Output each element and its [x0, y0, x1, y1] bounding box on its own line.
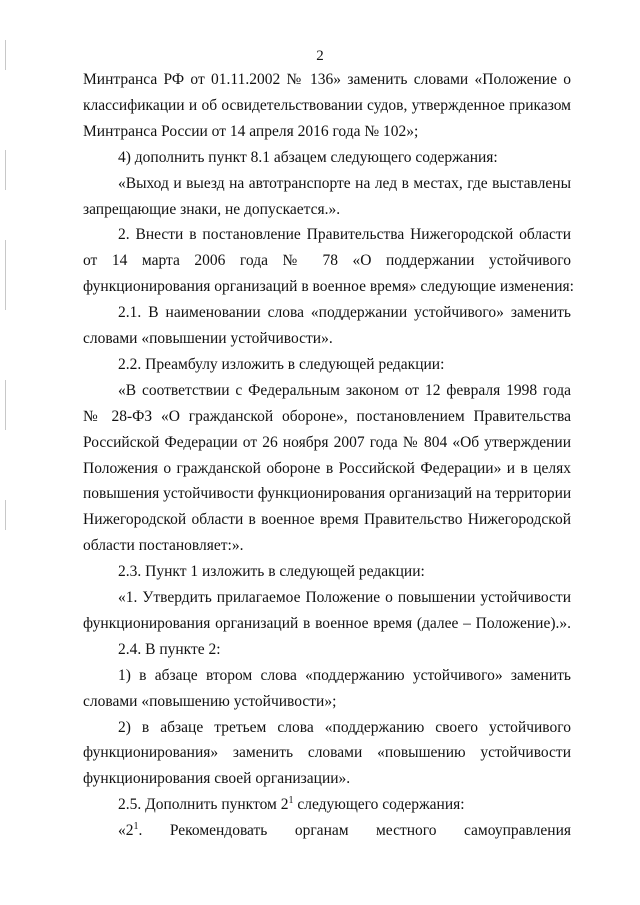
line-text-continuation: следующего содержания:	[293, 796, 465, 814]
text-line	[83, 510, 571, 530]
text-line	[83, 536, 571, 556]
text-line	[83, 769, 571, 789]
line-text: словами «повышению устойчивости»;	[83, 692, 337, 710]
line-text: Минтранса России от 14 апреля 2016 года № 102»;	[83, 122, 419, 140]
superscript: 1	[133, 821, 139, 833]
line-text: функционирования» заменить словами «повышению устойчивости	[83, 744, 571, 762]
line-text: Положения о гражданской обороне в Российской Федерации» и в целях	[83, 459, 571, 477]
line-text: 2. Внести в постановление Правительства Нижегородской области	[118, 226, 571, 244]
text-line	[118, 303, 571, 323]
line-text: Нижегородской области в военное время Правительство Нижегородской	[83, 511, 571, 529]
line-text: № 28-ФЗ «О гражданской обороне», постановлением Правительства	[83, 407, 571, 425]
text-line	[118, 588, 571, 608]
line-text: функционирования организаций в военное время» следующие изменения:	[83, 278, 574, 296]
text-line	[83, 614, 571, 634]
line-text: 2.3. Пункт 1 изложить в следующей редакции:	[118, 563, 425, 581]
line-text: 4) дополнить пункт 8.1 абзацем следующего содержания:	[118, 148, 498, 166]
line-text: запрещающие знаки, не допускается.».	[83, 200, 341, 218]
line-text: 2) в абзаце третьем слова «поддержанию своего устойчивого	[118, 718, 571, 736]
line-text: Минтранса РФ от 01.11.2002 № 136» заменить словами «Положение о	[83, 71, 571, 88]
line-text: функционирования своей организации».	[83, 770, 351, 788]
scan-artifact	[5, 150, 6, 190]
text-line	[118, 795, 571, 815]
text-line	[118, 381, 571, 401]
line-text-continuation: . Рекомендовать органам местного самоуправления	[138, 822, 571, 840]
text-line	[118, 562, 571, 582]
scan-artifact	[5, 500, 6, 530]
line-text: «В соответствии с Федеральным законом от 12 февраля 1998 года	[118, 381, 571, 399]
line-text: повышения устойчивости функционирования организаций на территории	[83, 485, 572, 503]
line-text: 1) в абзаце втором слова «поддержанию устойчивого» заменить	[118, 666, 571, 684]
text-line	[118, 174, 571, 194]
line-text: функционирования организаций в военное время (далее – Положение).».	[83, 614, 571, 632]
text-line	[118, 225, 571, 245]
text-line	[83, 277, 574, 297]
scan-artifact	[5, 40, 6, 70]
text-line	[83, 743, 571, 763]
line-text: классификации и об освидетельствовании судов, утвержденное приказом	[83, 96, 571, 114]
text-line	[83, 200, 571, 220]
superscript: 1	[288, 795, 294, 807]
line-text: Российской Федерации от 26 ноября 2007 года № 804 «Об утверждении	[83, 433, 571, 451]
text-line	[118, 718, 571, 738]
text-line	[118, 640, 571, 660]
text-line	[118, 821, 571, 841]
text-line	[83, 251, 571, 271]
text-line	[83, 122, 571, 142]
line-text: «Выход и выезд на автотранспорте на лед в местах, где выставлены	[118, 174, 571, 192]
line-text: «1. Утвердить прилагаемое Положение о повышении устойчивости	[118, 589, 571, 606]
page-number: 2	[316, 48, 324, 64]
scan-artifact	[5, 380, 6, 430]
text-line	[118, 355, 571, 375]
scan-artifact	[5, 240, 6, 310]
text-line	[83, 96, 571, 116]
text-line	[83, 692, 571, 712]
text-line	[83, 484, 571, 504]
line-text: 2.2. Преамбулу изложить в следующей редакции:	[118, 355, 445, 373]
line-text: «2	[118, 822, 134, 840]
text-line	[83, 459, 571, 479]
text-line	[83, 329, 571, 349]
line-text: 2.1. В наименовании слова «поддержании устойчивого» заменить	[118, 304, 571, 322]
text-line	[83, 407, 571, 427]
text-line	[118, 148, 571, 168]
text-line	[83, 70, 571, 90]
line-text: 2.5. Дополнить пунктом 2	[118, 796, 289, 814]
text-line	[83, 433, 571, 453]
line-text: словами «повышении устойчивости».	[83, 330, 333, 347]
line-text: 2.4. В пункте 2:	[118, 640, 221, 658]
text-line	[118, 666, 571, 686]
line-text: от 14 марта 2006 года № 78 «О поддержании устойчивого	[83, 252, 571, 270]
line-text: области постановляет:».	[83, 537, 244, 555]
